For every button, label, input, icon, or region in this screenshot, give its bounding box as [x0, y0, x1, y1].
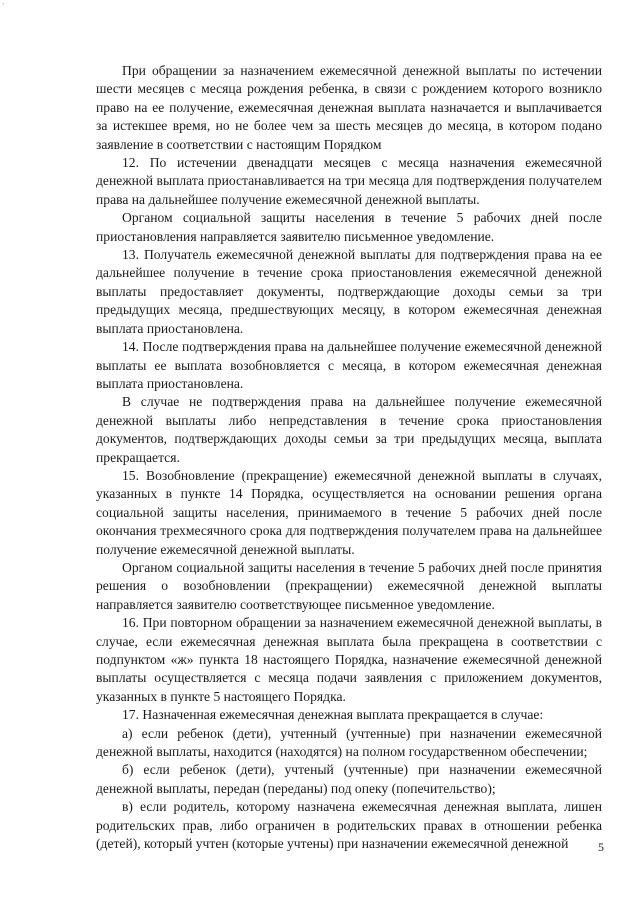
paragraph-14: 14. После подтверждения права на дальнейшее получение ежемесячной денежной выплаты ее выплата возобновляется с месяца, в котором ежемесячная денежная выплата приостановлена.	[96, 339, 602, 391]
paragraph-16: 16. При повторном обращении за назначением ежемесячной денежной выплаты, в случае, если ежемесячная денежная выплата была прекращена в соответствии с подпунктом «ж» пункта 18 настоящего Порядка, назначение ежемесячной денежной выплаты осуществляется с месяца подачи заявления с приложением документов, указанных в пункте 5 настоящего Порядка.	[96, 615, 602, 704]
paragraph-14-termination: В случае не подтверждения права на дальнейшее получение ежемесячной денежной выплаты либо непредставления в течение срока приостановления документов, подтверждающих доходы семьи за три предыдущих месяца, выплата прекращается.	[96, 394, 602, 465]
paragraph-12-notice: Органом социальной защиты населения в течение 5 рабочих дней после приостановления направляется заявителю письменное уведомление.	[96, 210, 602, 244]
paragraph-12: 12. По истечении двенадцати месяцев с месяца назначения ежемесячной денежной выплата приостанавливается на три месяца для подтверждения получателем права на дальнейшее получение ежемесячной денежной выплаты.	[96, 155, 602, 207]
paragraph-15-notice: Органом социальной защиты населения в течение 5 рабочих дней после принятия решения о возобновлении (прекращении) ежемесячной денежной выплаты направляется заявителю соответствующее письменное уведомление.	[96, 559, 602, 612]
paragraph-13: 13. Получатель ежемесячной денежной выплаты для подтверждения права на ее дальнейшее получение в течение срока приостановления ежемесячной денежной выплаты предоставляет документы, подтверждающие доходы семьи за три предыдущих месяца, предшествующих месяцу, в котором ежемесячная денежная выплата приостановлена.	[96, 247, 602, 336]
paragraph-17-a: а) если ребенок (дети), учтенный (учтенные) при назначении ежемесячной денежной выплаты, находится (находятся) на полном государственном обеспечении;	[96, 725, 602, 760]
paragraph-15: 15. Возобновление (прекращение) ежемесячной денежной выплаты в случаях, указанных в пункте 14 Порядка, осуществляется на основании решения органа социальной защиты населения, принимаемого в течение 5 рабочих дней после окончания трехмесячного срока для подтверждения получателем права на дальнейшее получение ежемесячной денежной выплаты.	[96, 467, 602, 557]
page-number: 5	[598, 840, 604, 854]
paragraph-17-v: в) если родитель, которому назначена ежемесячная денежная выплата, лишен родительских прав, либо ограничен в родительских правах в отношении ребенка (детей), который учтен (которые учтены) при назначении ежемесячной денежной	[96, 799, 602, 852]
scan-corner-mark: `	[2, 2, 5, 11]
document-body	[96, 62, 602, 853]
paragraph-intro: При обращении за назначением ежемесячной денежной выплаты по истечении шести месяцев с месяца рождения ребенка, в связи с рождением которого возникло право на ее получение, ежемесячная денежная выплата назначается и выплачивается за истекшее время, но не более чем за шесть месяцев до месяца, в котором подано заявление в соответствии с настоящим Порядком	[96, 63, 602, 152]
paragraph-17: 17. Назначенная ежемесячная денежная выплата прекращается в случае:	[122, 707, 544, 723]
paragraph-17-b: б) если ребенок (дети), учтеный (учтенные) при назначении ежемесячной денежной выплаты, передан (переданы) под опеку (попечительство);	[96, 762, 602, 796]
